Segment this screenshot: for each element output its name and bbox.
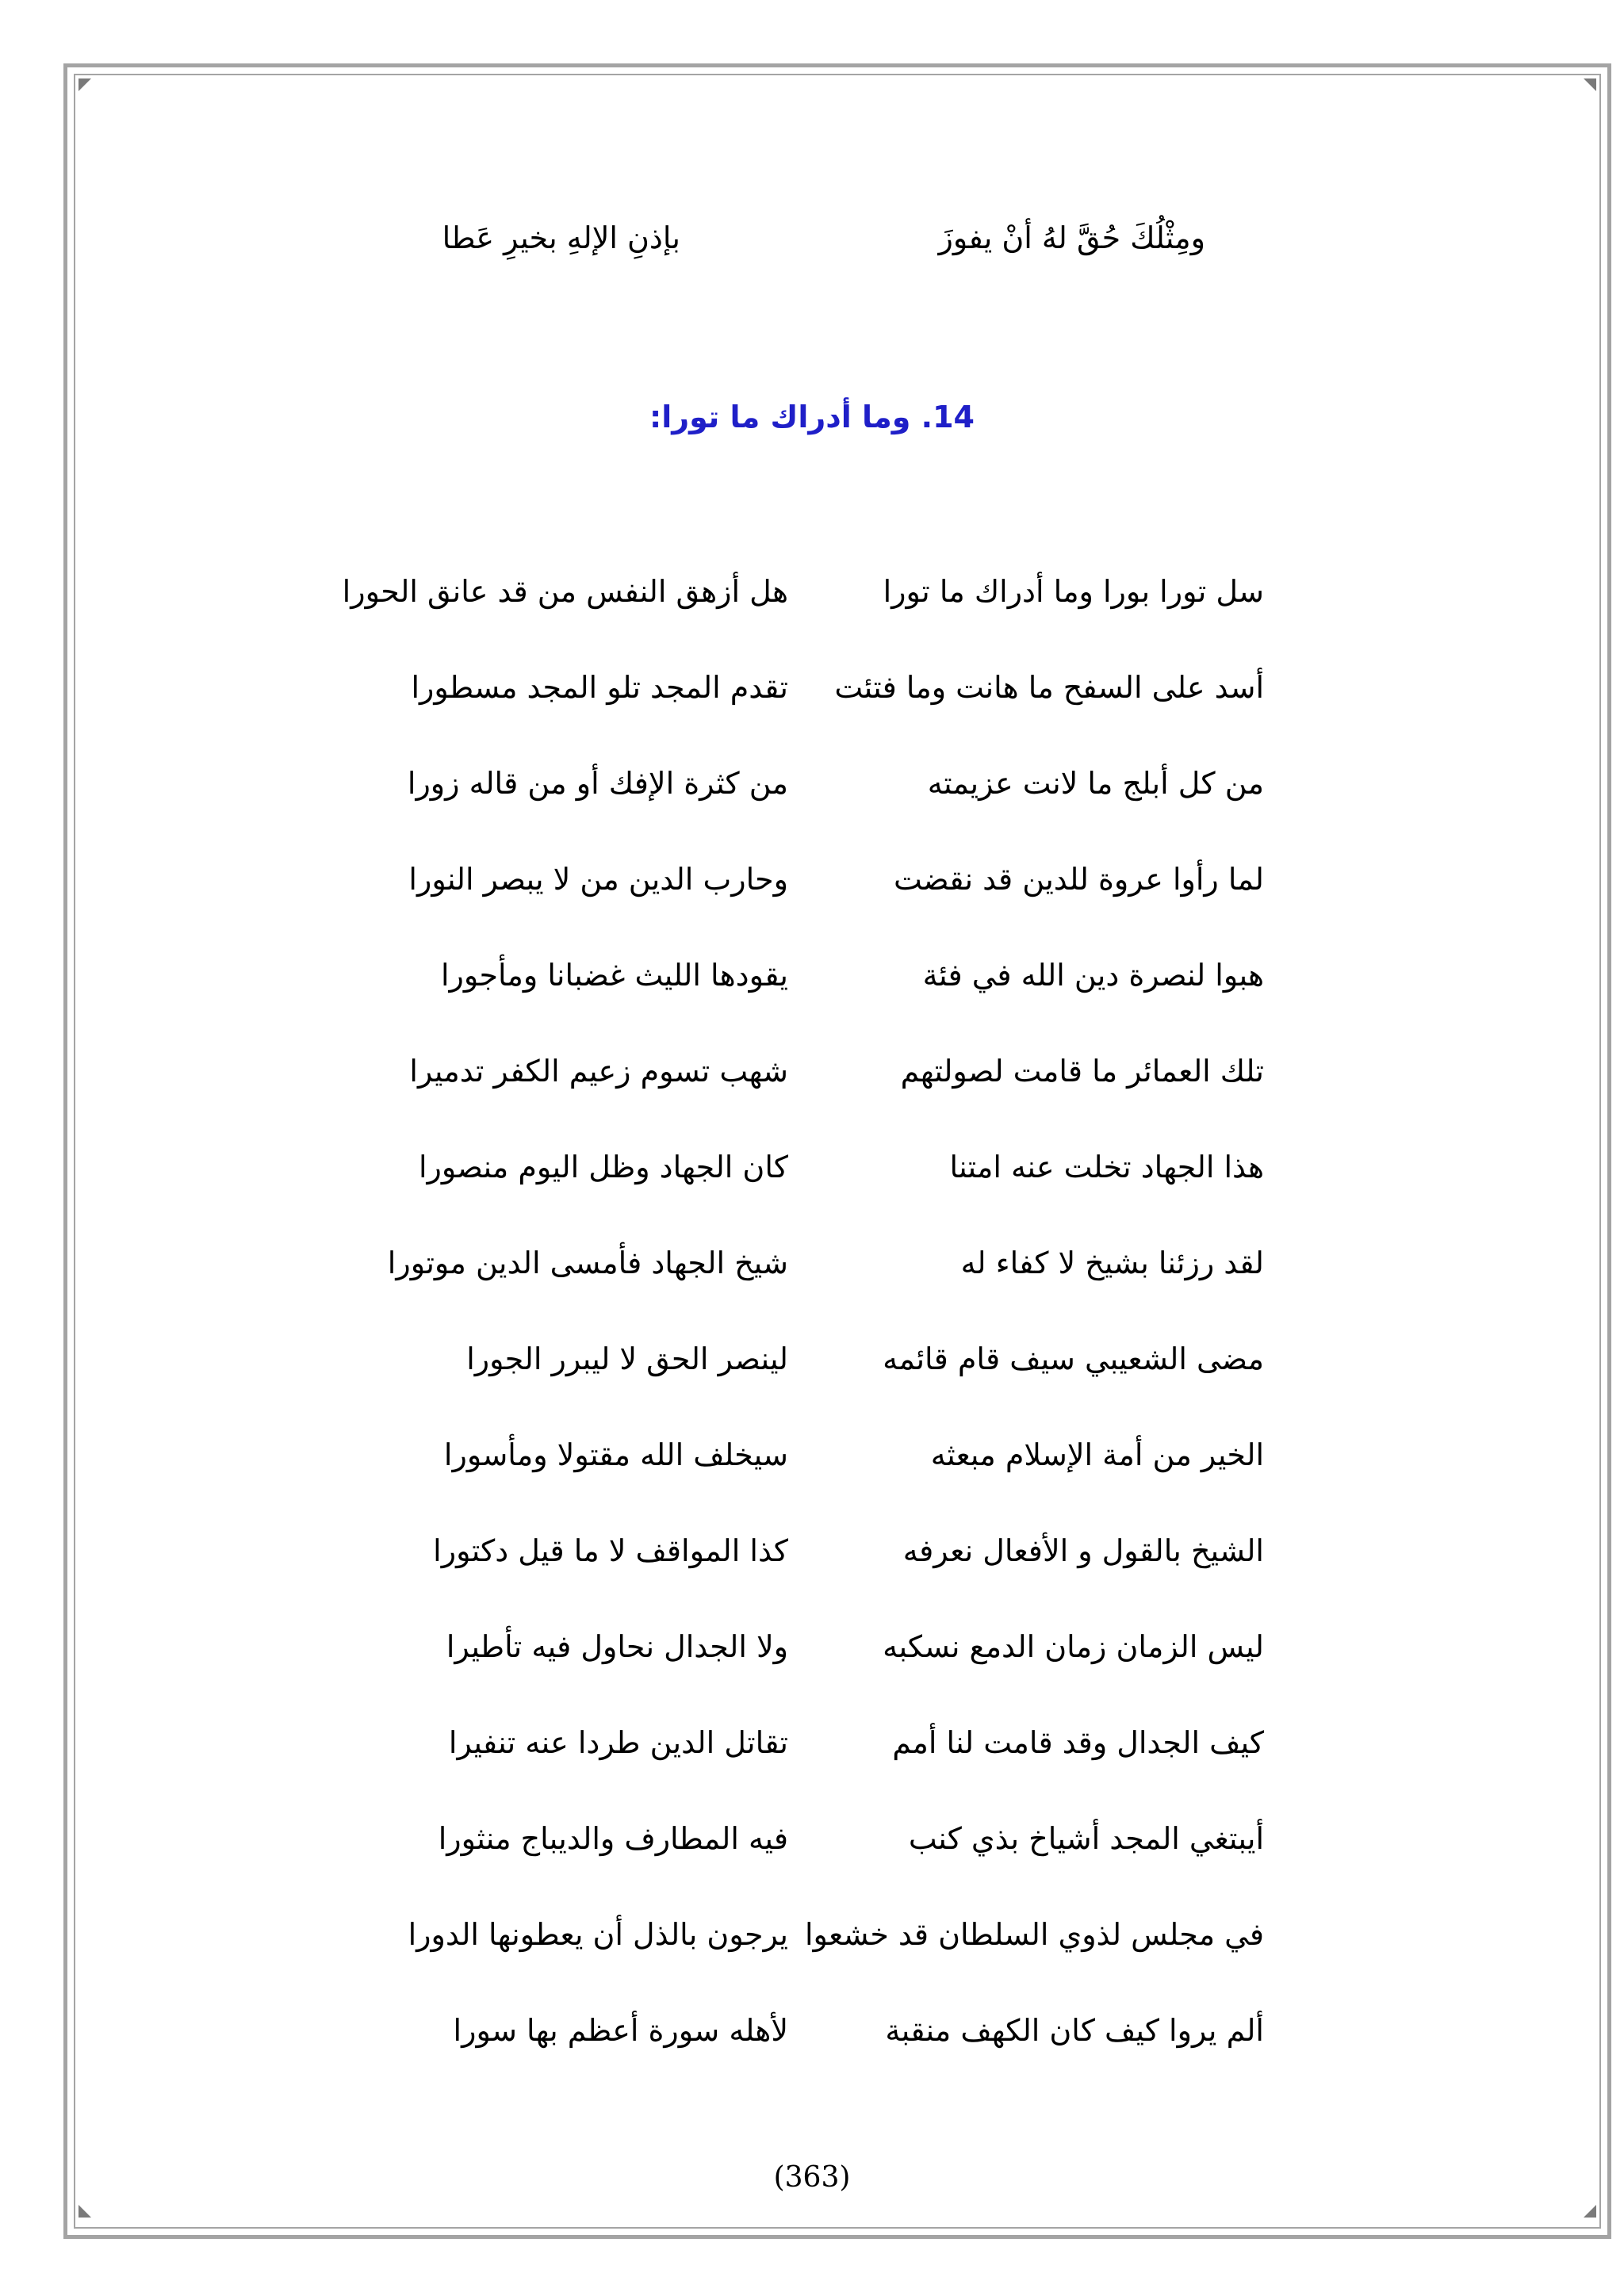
verse-line	[0, 1337, 1624, 1384]
verse-second-hemistich: لينصر الحق لا ليبرر الجورا	[466, 1341, 788, 1376]
verse-first-hemistich: ليس الزمان زمان الدمع نسكبه	[883, 1629, 1264, 1664]
verse-first-hemistich: من كل أبلج ما لانت عزيمته	[927, 766, 1264, 801]
verse-first-hemistich: هذا الجهاد تخلت عنه امتنا	[949, 1150, 1264, 1184]
verse-first-hemistich: مضى الشعيبي سيف قام قائمه	[883, 1341, 1264, 1376]
verse-second-hemistich: شيخ الجهاد فأمسى الدين موتورا	[387, 1246, 788, 1280]
verse-first-hemistich: كيف الجدال وقد قامت لنا أمم	[892, 1725, 1264, 1760]
verse-line	[0, 761, 1624, 809]
verse-first-hemistich: أسد على السفح ما هانت وما فتئت	[834, 670, 1264, 705]
verse-line	[0, 2008, 1624, 2056]
verse-second-hemistich: كذا المواقف لا ما قيل دكتورا	[433, 1533, 788, 1568]
section-title: 14. وما أدراك ما تورا:	[649, 400, 975, 434]
verse-line	[0, 953, 1624, 1001]
verse-line	[0, 1816, 1624, 1864]
verse-line	[0, 1433, 1624, 1480]
verse-second-hemistich: ولا الجدال نحاول فيه تأطيرا	[446, 1629, 788, 1664]
verse-second-hemistich: يرجون بالذل أن يعطونها الدورا	[408, 1917, 788, 1952]
verse-first-hemistich: الشيخ بالقول و الأفعال نعرفه	[902, 1533, 1264, 1568]
verse-second-hemistich: فيه المطارف والديباج منثورا	[438, 1821, 788, 1856]
verse-line	[0, 665, 1624, 713]
verse-second-hemistich: هل أزهق النفس من قد عانق الحورا	[342, 574, 788, 609]
verse-line	[0, 1241, 1624, 1288]
opening-couplet-left: بإذنِ الإلهِ بخيرِ عَطا	[442, 220, 680, 255]
verse-second-hemistich: كان الجهاد وظل اليوم منصورا	[418, 1150, 788, 1184]
verse-line	[0, 857, 1624, 905]
verse-line	[0, 1529, 1624, 1576]
verse-line	[0, 569, 1624, 617]
verse-first-hemistich: الخير من أمة الإسلام مبعثه	[930, 1437, 1264, 1472]
verse-second-hemistich: يقودها الليث غضبانا ومأجورا	[440, 958, 788, 993]
verse-line	[0, 1912, 1624, 1960]
verse-second-hemistich: تقاتل الدين طردا عنه تنفيرا	[448, 1725, 788, 1760]
verse-second-hemistich: تقدم المجد تلو المجد مسطورا	[411, 670, 788, 705]
verse-first-hemistich: لقد رزئنا بشيخ لا كفاء له	[960, 1246, 1264, 1280]
verse-second-hemistich: شهب تسوم زعيم الكفر تدميرا	[409, 1054, 788, 1089]
verse-first-hemistich: لما رأوا عروة للدين قد نقضت	[893, 862, 1264, 897]
verse-line	[0, 1624, 1624, 1672]
verse-first-hemistich: تلك العمائر ما قامت لصولتهم	[900, 1054, 1264, 1089]
verse-line	[0, 1720, 1624, 1768]
page-number: (363)	[773, 2161, 851, 2194]
verse-first-hemistich: هبوا لنصرة دين الله في فئة	[922, 958, 1264, 993]
verse-second-hemistich: لأهله سورة أعظم بها سورا	[453, 2013, 788, 2048]
opening-couplet-right: ومِثْلُكَ حُقَّ لهُ أنْ يفوزَ	[938, 220, 1205, 255]
verse-second-hemistich: وحارب الدين من لا يبصر النورا	[408, 862, 788, 897]
verse-second-hemistich: من كثرة الإفك أو من قاله زورا	[407, 766, 788, 801]
verse-line	[0, 1145, 1624, 1192]
verse-second-hemistich: سيخلف الله مقتولا ومأسورا	[443, 1437, 788, 1472]
verse-first-hemistich: أيبتغي المجد أشياخ بذي كنب	[908, 1821, 1264, 1856]
verse-first-hemistich: سل تورا بورا وما أدراك ما تورا	[883, 574, 1264, 609]
verse-first-hemistich: في مجلس لذوي السلطان قد خشعوا	[804, 1917, 1264, 1952]
verse-line	[0, 1049, 1624, 1096]
verse-first-hemistich: ألم يروا كيف كان الكهف منقبة	[885, 2013, 1264, 2048]
